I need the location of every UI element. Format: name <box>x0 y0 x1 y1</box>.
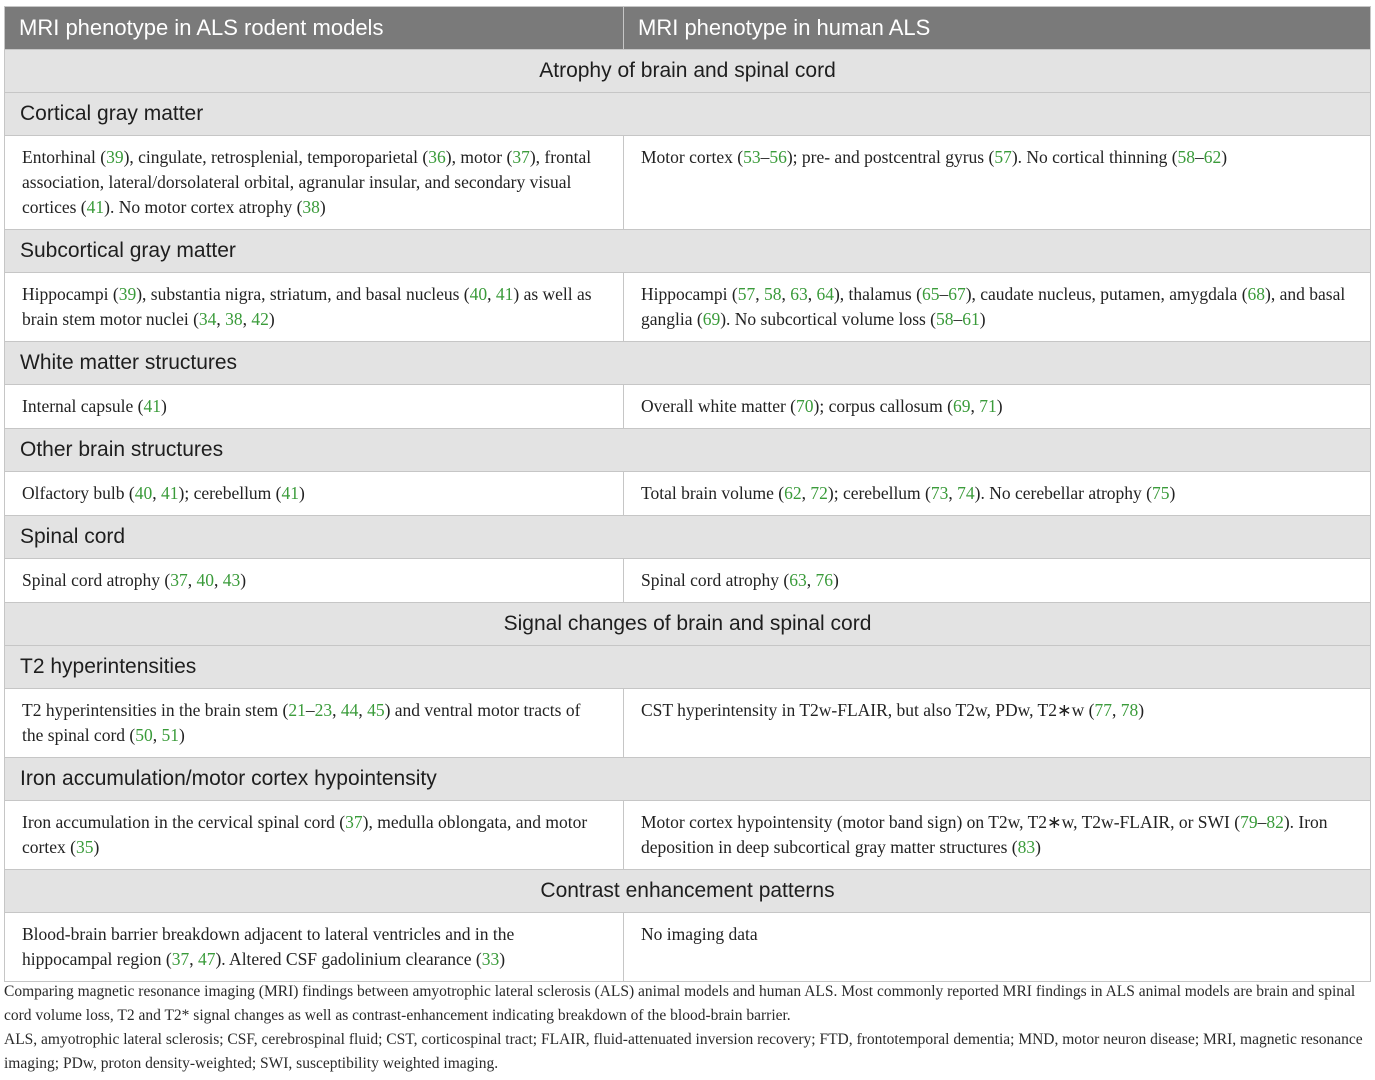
cell-human-contrast: No imaging data <box>624 913 1371 982</box>
reference-link[interactable]: 37 <box>171 949 190 969</box>
reference-link[interactable]: 41 <box>86 197 105 217</box>
reference-link[interactable]: 58 <box>936 309 954 329</box>
reference-link[interactable]: 21 <box>288 700 306 720</box>
reference-link[interactable]: 40 <box>196 570 214 590</box>
caption-abbreviations: ALS, amyotrophic lateral sclerosis; CSF, cerebrospinal fluid; CST, corticospinal tract; FLAIR, fluid-attenuated inversion recovery; FTD, frontotemporal dementia; MND, motor neuron disease; MRI, magnetic resonance imaging; PDw, proton density-weighted; SWI, susceptibility weighted imaging. <box>4 1031 1363 1072</box>
subsection-title-white-matter: White matter structures <box>5 342 1371 385</box>
reference-link[interactable]: 57 <box>994 147 1012 167</box>
reference-link[interactable]: 45 <box>367 700 385 720</box>
header-human: MRI phenotype in human ALS <box>624 7 1371 50</box>
cell-human-subcortical: Hippocampi (57, 58, 63, 64), thalamus (65–67), caudate nucleus, putamen, amygdala (68), and basal ganglia (69). No subcortical volume loss (58–61) <box>624 273 1371 342</box>
reference-link[interactable]: 37 <box>512 147 530 167</box>
reference-link[interactable]: 39 <box>118 284 137 304</box>
reference-link[interactable]: 38 <box>302 197 320 217</box>
reference-link[interactable]: 63 <box>789 570 807 590</box>
subsection-title-cortical: Cortical gray matter <box>5 93 1371 136</box>
reference-link[interactable]: 62 <box>784 483 802 503</box>
subsection-row-subcortical <box>5 230 1371 273</box>
table-row-spinal-cord <box>5 559 1371 603</box>
table-header-row <box>5 7 1371 50</box>
cell-rodent-subcortical: Hippocampi (39), substantia nigra, striatum, and basal nucleus (40, 41) as well as brain stem motor nuclei (34, 38, 42) <box>5 273 624 342</box>
reference-link[interactable]: 63 <box>790 284 808 304</box>
comparison-table-container <box>4 6 1370 982</box>
subsection-title-subcortical: Subcortical gray matter <box>5 230 1371 273</box>
reference-link[interactable]: 78 <box>1120 700 1139 720</box>
section-title-signal: Signal changes of brain and spinal cord <box>5 603 1371 646</box>
table-row-t2 <box>5 689 1371 758</box>
table-row-other-brain <box>5 472 1371 516</box>
reference-link[interactable]: 58 <box>1177 147 1196 167</box>
caption-summary: Comparing magnetic resonance imaging (MRI) findings between amyotrophic lateral sclerosis (ALS) animal models and human ALS. Most commonly reported MRI findings in ALS animal models are brain and spinal cord volume loss, T2 and T2* signal changes as well as contrast-enhancement indicating breakdown of the blood-brain barrier. <box>4 983 1356 1024</box>
subsection-title-other-brain: Other brain structures <box>5 429 1371 472</box>
cell-rodent-cortical: Entorhinal (39), cingulate, retrosplenial, temporoparietal (36), motor (37), frontal association, lateral/dorsolateral orbital, agranular insular, and secondary visual cortices (41). No motor cortex atrophy (38) <box>5 136 624 230</box>
cell-rodent-iron: Iron accumulation in the cervical spinal cord (37), medulla oblongata, and motor cortex (35) <box>5 801 624 870</box>
reference-link[interactable]: 64 <box>816 284 834 304</box>
reference-link[interactable]: 41 <box>495 284 514 304</box>
cell-human-other-brain: Total brain volume (62, 72); cerebellum (73, 74). No cerebellar atrophy (75) <box>624 472 1371 516</box>
reference-link[interactable]: 72 <box>810 483 828 503</box>
reference-link[interactable]: 43 <box>222 570 241 590</box>
section-title-atrophy: Atrophy of brain and spinal cord <box>5 50 1371 93</box>
reference-link[interactable]: 38 <box>225 309 243 329</box>
reference-link[interactable]: 51 <box>161 725 179 745</box>
reference-link[interactable]: 71 <box>979 396 997 416</box>
table-row-subcortical <box>5 273 1371 342</box>
reference-link[interactable]: 50 <box>135 725 153 745</box>
section-row-signal <box>5 603 1371 646</box>
reference-link[interactable]: 47 <box>197 949 216 969</box>
reference-link[interactable]: 58 <box>763 284 782 304</box>
reference-link[interactable]: 69 <box>702 309 721 329</box>
reference-link[interactable]: 37 <box>170 570 188 590</box>
reference-link[interactable]: 39 <box>106 147 124 167</box>
reference-link[interactable]: 82 <box>1266 812 1284 832</box>
table-row-contrast <box>5 913 1371 982</box>
subsection-row-other-brain <box>5 429 1371 472</box>
header-rodent: MRI phenotype in ALS rodent models <box>5 7 624 50</box>
cell-rodent-contrast: Blood-brain barrier breakdown adjacent to lateral ventricles and in the hippocampal region (37, 47). Altered CSF gadolinium clearance (33) <box>5 913 624 982</box>
reference-link[interactable]: 61 <box>962 309 980 329</box>
cell-human-cortical: Motor cortex (53–56); pre- and postcentral gyrus (57). No cortical thinning (58–62) <box>624 136 1371 230</box>
reference-link[interactable]: 76 <box>815 570 833 590</box>
reference-link[interactable]: 41 <box>143 396 161 416</box>
section-row-contrast <box>5 870 1371 913</box>
cell-rodent-other-brain: Olfactory bulb (40, 41); cerebellum (41) <box>5 472 624 516</box>
subsection-row-iron <box>5 758 1371 801</box>
subsection-row-white-matter <box>5 342 1371 385</box>
reference-link[interactable]: 53 <box>743 147 761 167</box>
subsection-title-spinal-cord: Spinal cord <box>5 516 1371 559</box>
reference-link[interactable]: 68 <box>1247 284 1266 304</box>
reference-link[interactable]: 77 <box>1094 700 1112 720</box>
reference-link[interactable]: 75 <box>1151 483 1170 503</box>
reference-link[interactable]: 40 <box>469 284 488 304</box>
reference-link[interactable]: 40 <box>134 483 153 503</box>
cell-human-white-matter: Overall white matter (70); corpus callosum (69, 71) <box>624 385 1371 429</box>
reference-link[interactable]: 74 <box>957 483 975 503</box>
reference-link[interactable]: 41 <box>281 483 300 503</box>
reference-link[interactable]: 37 <box>345 812 363 832</box>
reference-link[interactable]: 41 <box>161 483 179 503</box>
subsection-row-spinal-cord <box>5 516 1371 559</box>
reference-link[interactable]: 57 <box>737 284 756 304</box>
subsection-row-t2 <box>5 646 1371 689</box>
reference-link[interactable]: 62 <box>1203 147 1222 167</box>
reference-link[interactable]: 67 <box>948 284 966 304</box>
reference-link[interactable]: 36 <box>428 147 446 167</box>
reference-link[interactable]: 65 <box>921 284 940 304</box>
table-row-iron <box>5 801 1371 870</box>
table-caption <box>4 980 1370 1076</box>
reference-link[interactable]: 33 <box>481 949 500 969</box>
subsection-title-iron: Iron accumulation/motor cortex hypointensity <box>5 758 1371 801</box>
cell-human-iron: Motor cortex hypointensity (motor band sign) on T2w, T2∗w, T2w-FLAIR, or SWI (79–82). Iron deposition in deep subcortical gray matter structures (83) <box>624 801 1371 870</box>
section-title-contrast: Contrast enhancement patterns <box>5 870 1371 913</box>
subsection-row-cortical <box>5 93 1371 136</box>
table-row-cortical <box>5 136 1371 230</box>
reference-link[interactable]: 42 <box>251 309 269 329</box>
reference-link[interactable]: 56 <box>769 147 787 167</box>
reference-link[interactable]: 23 <box>314 700 333 720</box>
table-row-white-matter <box>5 385 1371 429</box>
reference-link[interactable]: 83 <box>1017 837 1036 857</box>
reference-link[interactable]: 73 <box>930 483 949 503</box>
reference-link[interactable]: 70 <box>796 396 814 416</box>
cell-rodent-spinal-cord: Spinal cord atrophy (37, 40, 43) <box>5 559 624 603</box>
mri-comparison-table <box>4 6 1371 982</box>
cell-human-spinal-cord: Spinal cord atrophy (63, 76) <box>624 559 1371 603</box>
section-row-atrophy <box>5 50 1371 93</box>
reference-link[interactable]: 35 <box>75 837 94 857</box>
subsection-title-t2: T2 hyperintensities <box>5 646 1371 689</box>
reference-link[interactable]: 44 <box>340 700 359 720</box>
reference-link[interactable]: 34 <box>198 309 217 329</box>
reference-link[interactable]: 79 <box>1240 812 1258 832</box>
cell-rodent-white-matter: Internal capsule (41) <box>5 385 624 429</box>
cell-rodent-t2: T2 hyperintensities in the brain stem (21–23, 44, 45) and ventral motor tracts of the spinal cord (50, 51) <box>5 689 624 758</box>
cell-human-t2: CST hyperintensity in T2w-FLAIR, but also T2w, PDw, T2∗w (77, 78) <box>624 689 1371 758</box>
reference-link[interactable]: 69 <box>953 396 971 416</box>
